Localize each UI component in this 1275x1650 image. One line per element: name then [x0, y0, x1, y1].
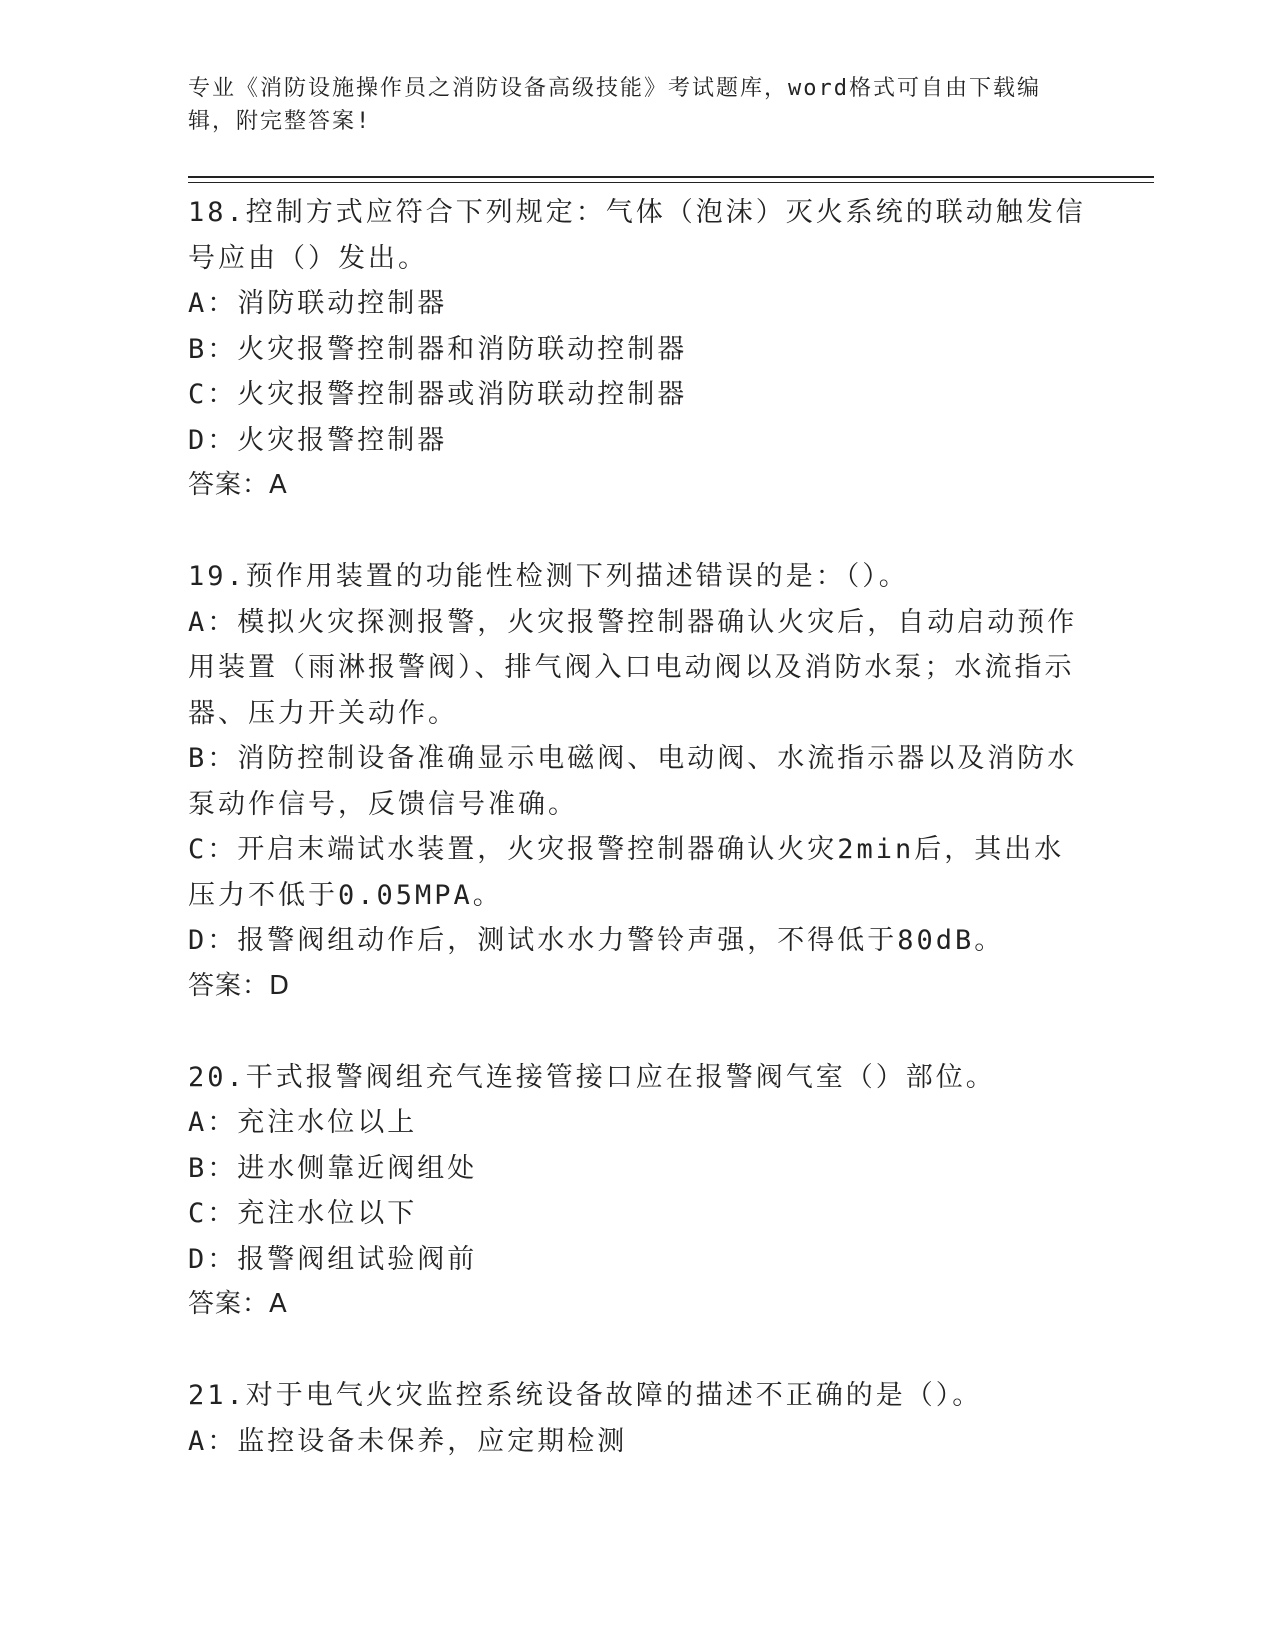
header-divider-thick: [188, 176, 1154, 178]
option-c: C：火灾报警控制器或消防联动控制器: [188, 379, 688, 410]
question-20: [188, 1055, 1088, 1328]
question-21: [188, 1373, 1088, 1464]
question-19: [188, 554, 1088, 1009]
header-divider-thin: [188, 182, 1154, 183]
option-a: A：监控设备未保养，应定期检测: [188, 1425, 628, 1457]
option-a: A：充注水位以上: [188, 1107, 418, 1138]
option-d: D：火灾报警控制器: [188, 424, 448, 456]
question-list: [188, 190, 1088, 1510]
option-a: A：消防联动控制器: [188, 288, 448, 319]
option-c: C：开启末端试水装置，火灾报警控制器确认火灾2min后，其出水压力不低于0.05MPA。: [188, 834, 1065, 911]
option-d: D：报警阀组动作后，测试水水力警铃声强，不得低于80dB。: [188, 925, 1005, 956]
question-stem: 21.对于电气火灾监控系统设备故障的描述不正确的是（）。: [188, 1380, 983, 1411]
question-stem: 18.控制方式应符合下列规定：气体（泡沫）灭火系统的联动触发信号应由（）发出。: [188, 197, 1086, 274]
answer: 答案：D: [188, 970, 291, 1001]
question-stem: 20.干式报警阀组充气连接管接口应在报警阀气室（）部位。: [188, 1061, 996, 1093]
document-header: 专业《消防设施操作员之消防设备高级技能》考试题库，word格式可自由下载编辑，附完整答案!: [188, 76, 1041, 134]
option-b: B：火灾报警控制器和消防联动控制器: [188, 333, 688, 365]
option-d: D：报警阀组试验阀前: [188, 1243, 478, 1275]
answer: 答案：A: [188, 470, 288, 500]
answer: 答案：A: [188, 1289, 288, 1319]
option-a: A：模拟火灾探测报警，火灾报警控制器确认火灾后，自动启动预作用装置（雨淋报警阀）、排气阀入口电动阀以及消防水泵；水流指示器、压力开关动作。: [188, 606, 1078, 729]
question-18: [188, 190, 1088, 509]
option-c: C：充注水位以下: [188, 1198, 418, 1229]
question-stem: 19.预作用装置的功能性检测下列描述错误的是：（）。: [188, 561, 909, 592]
option-b: B：消防控制设备准确显示电磁阀、电动阀、水流指示器以及消防水泵动作信号，反馈信号准确。: [188, 743, 1078, 820]
option-b: B：进水侧靠近阀组处: [188, 1152, 478, 1184]
